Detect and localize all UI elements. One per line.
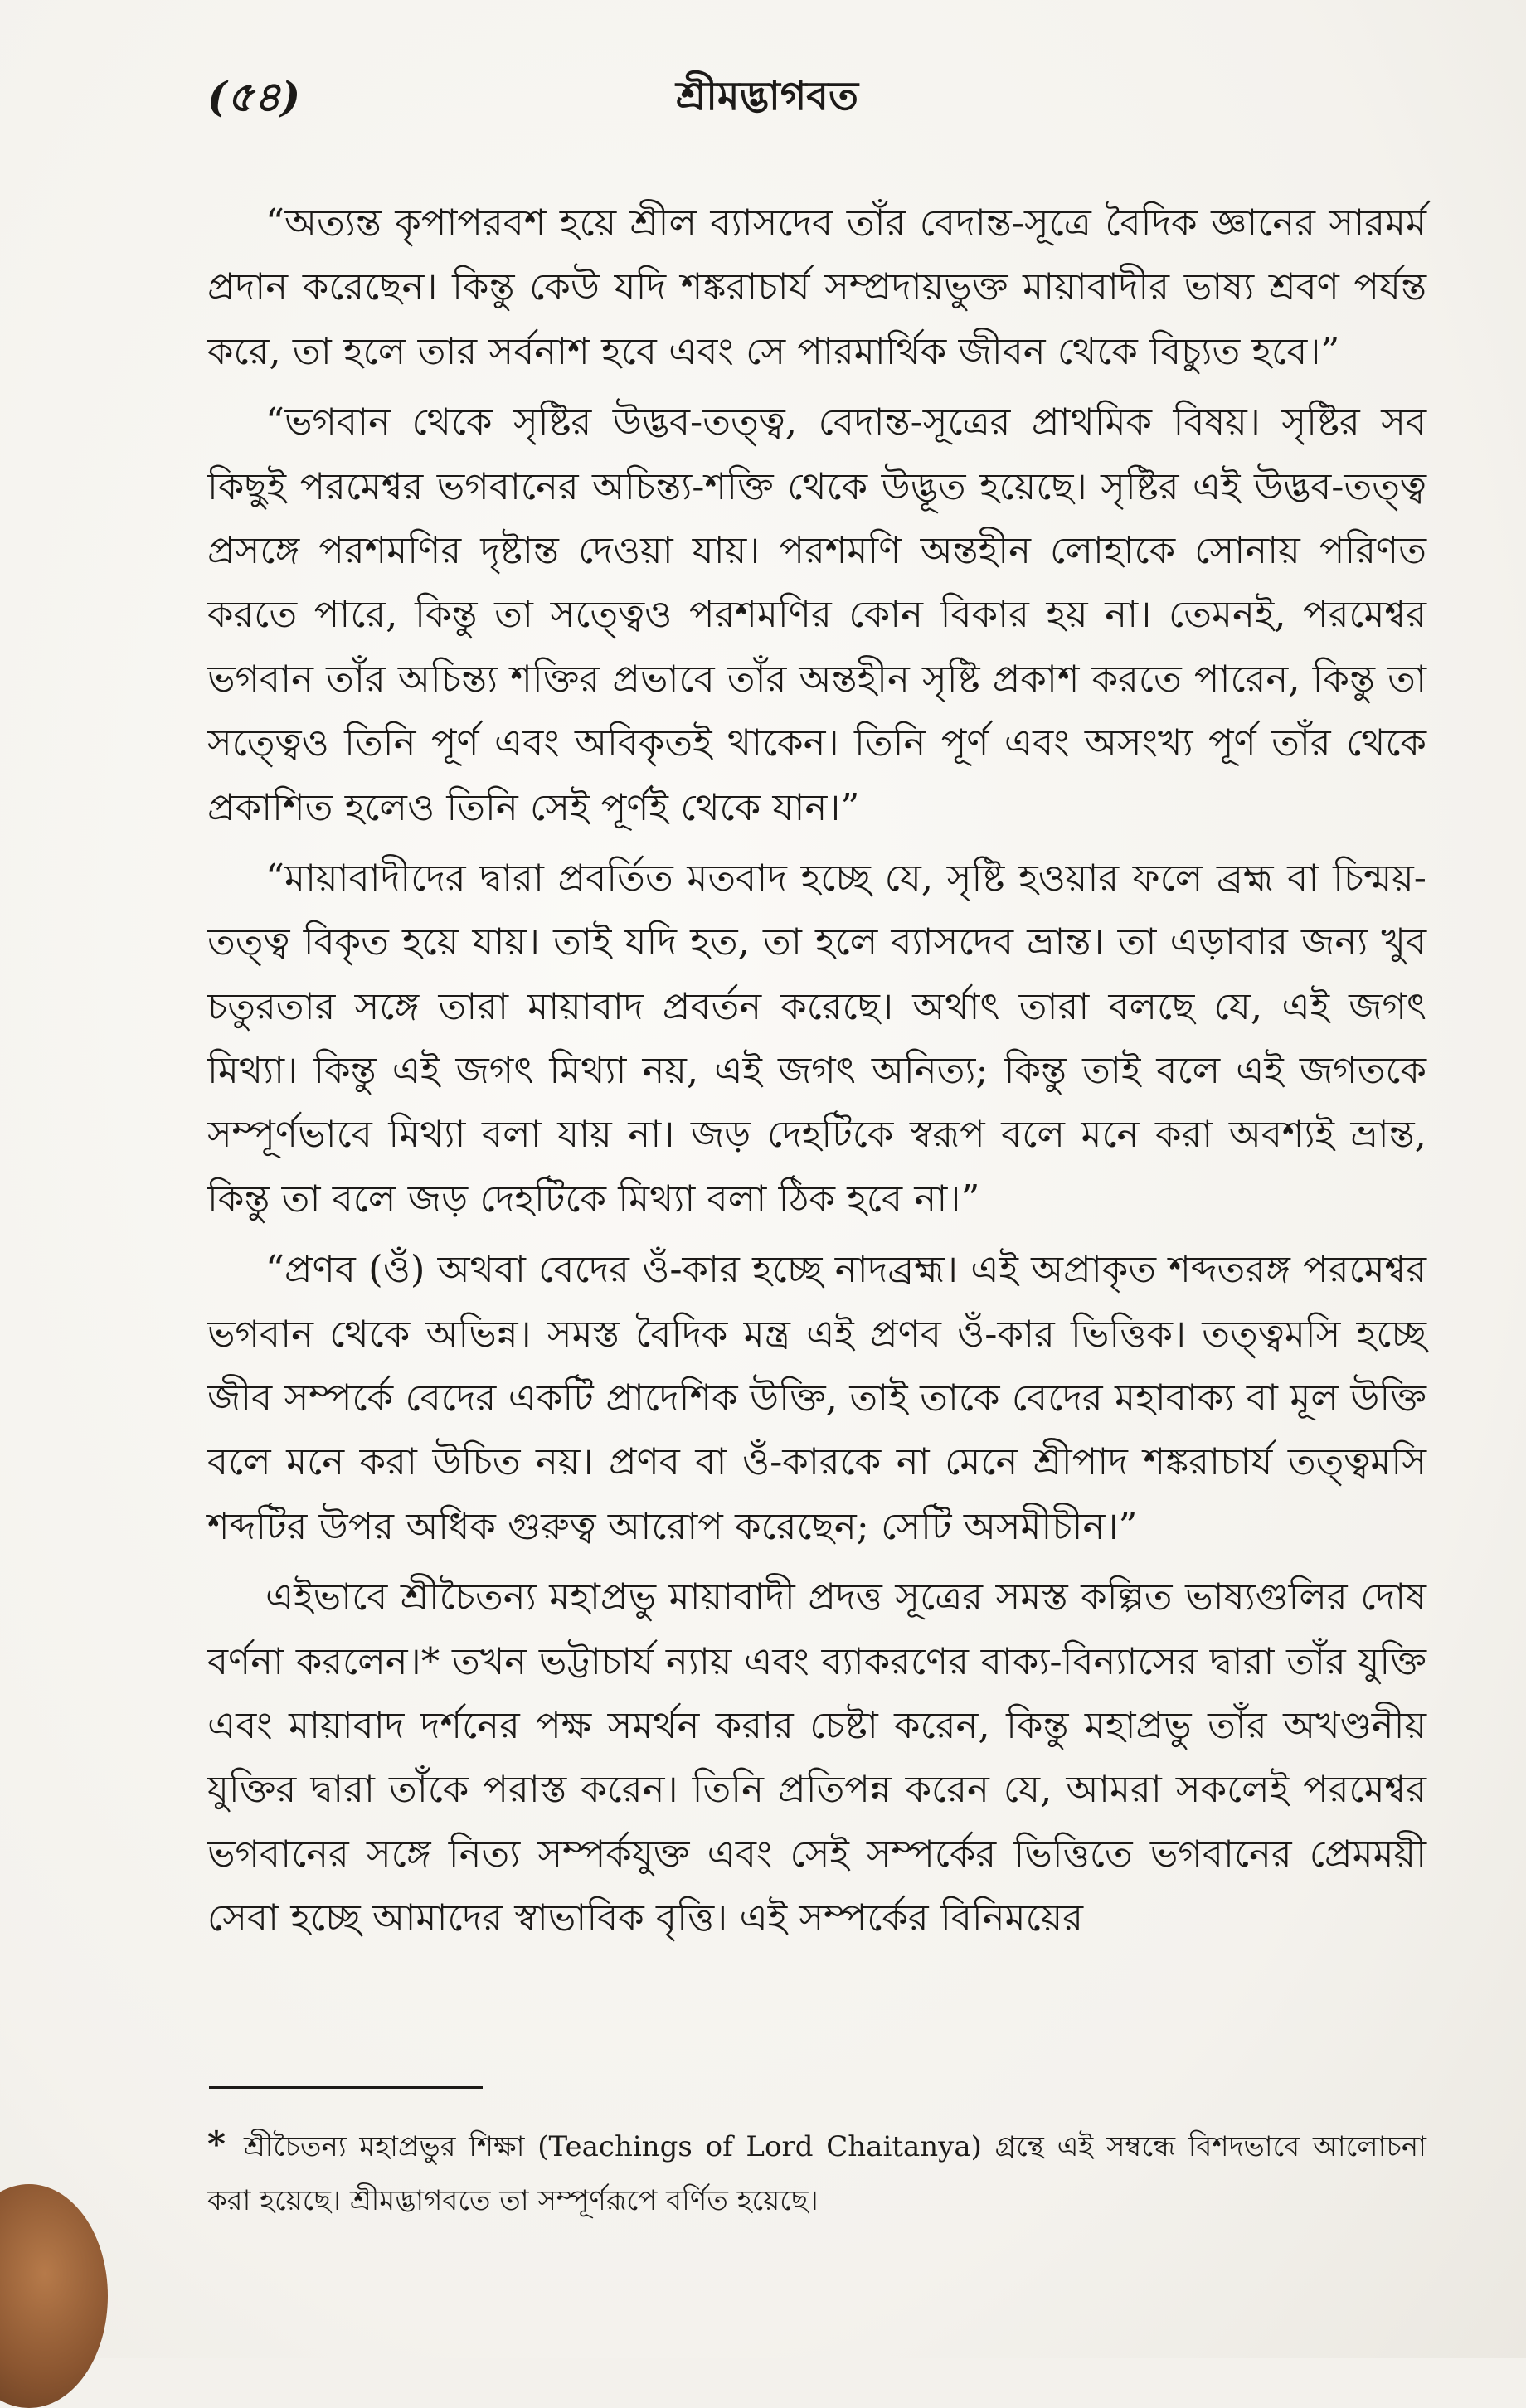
- paragraph: “ভগবান থেকে সৃষ্টির উদ্ভব-তত্ত্ব, বেদান্ত-সূত্রের প্রাথমিক বিষয়। সৃষ্টির সব কিছুই পরমেশ্বর ভগবানের অচিন্ত্য-শক্তি থেকে উদ্ভূত হয়েছে। সৃষ্টির এই উদ্ভব-তত্ত্ব প্রসঙ্গে পরশমণির দৃষ্টান্ত দেওয়া যায়। পরশমণি অন্তহীন লোহাকে সোনায় পরিণত করতে পারে, কিন্তু তা সত্ত্বেও পরশমণির কোন বিকার হয় না। তেমনই, পরমেশ্বর ভগবান তাঁর অচিন্ত্য শক্তির প্রভাবে তাঁর অন্তহীন সৃষ্টি প্রকাশ করতে পারেন, কিন্তু তা সত্ত্বেও তিনি পূর্ণ এবং অবিকৃতই থাকেন। তিনি পূর্ণ এবং অসংখ্য পূর্ণ তাঁর থেকে প্রকাশিত হলেও তিনি সেই পূর্ণই থেকে যান।”: [207, 400, 1426, 829]
- thumb-photo-artifact: [0, 2184, 108, 2408]
- running-title: শ্রীমদ্ভাগবত: [675, 73, 859, 119]
- footnote-divider: [209, 2086, 483, 2089]
- paragraph: এইভাবে শ্রীচৈতন্য মহাপ্রভু মায়াবাদী প্রদত্ত সূত্রের সমস্ত কল্পিত ভাষ্যগুলির দোষ বর্ণনা করলেন।* তখন ভট্টাচার্য ন্যায় এবং ব্যাকরণের বাক্য-বিন্যাসের দ্বারা তাঁর যুক্তি এবং মায়াবাদ দর্শনের পক্ষ সমর্থন করার চেষ্টা করেন, কিন্তু মহাপ্রভু তাঁর অখণ্ডনীয় যুক্তির দ্বারা তাঁকে পরাস্ত করেন। তিনি প্রতিপন্ন করেন যে, আমরা সকলেই পরমেশ্বর ভগবানের সঙ্গে নিত্য সম্পর্কযুক্ত এবং সেই সম্পর্কের ভিত্তিতে ভগবানের প্রেমময়ী সেবা হচ্ছে আমাদের স্বাভাবিক বৃত্তি। এই সম্পর্কের বিনিময়ের: [207, 1575, 1426, 1940]
- paragraph: “মায়াবাদীদের দ্বারা প্রবর্তিত মতবাদ হচ্ছে যে, সৃষ্টি হওয়ার ফলে ব্রহ্ম বা চিন্ময়-তত্ত্ব বিকৃত হয়ে যায়। তাই যদি হত, তা হলে ব্যাসদেব ভ্রান্ত। তা এড়াবার জন্য খুব চতুরতার সঙ্গে তারা মায়াবাদ প্রবর্তন করেছে। অর্থাৎ তারা বলছে যে, এই জগৎ মিথ্যা। কিন্তু এই জগৎ মিথ্যা নয়, এই জগৎ অনিত্য; কিন্তু তাই বলে এই জগতকে সম্পূর্ণভাবে মিথ্যা বলা যায় না। জড় দেহটিকে স্বরূপ বলে মনে করা অবশ্যই ভ্রান্ত, কিন্তু তা বলে জড় দেহটিকে মিথ্যা বলা ঠিক হবে না।”: [207, 855, 1426, 1221]
- footnote-text: শ্রীচৈতন্য মহাপ্রভুর শিক্ষা (Teachings of Lord Chaitanya) গ্রন্থে এই সম্বন্ধে বিশদভাবে আলোচনা করা হয়েছে। শ্রীমদ্ভাগবতে তা সম্পূর্ণরূপে বর্ণিত হয়েছে।: [207, 2130, 1426, 2217]
- paragraph: “প্রণব (ওঁ) অথবা বেদের ওঁ-কার হচ্ছে নাদব্রহ্ম। এই অপ্রাকৃত শব্দতরঙ্গ পরমেশ্বর ভগবান থেকে অভিন্ন। সমস্ত বৈদিক মন্ত্র এই প্রণব ওঁ-কার ভিত্তিক। তত্ত্বমসি হচ্ছে জীব সম্পর্কে বেদের একটি প্রাদেশিক উক্তি, তাই তাকে বেদের মহাবাক্য বা মূল উক্তি বলে মনে করা উচিত নয়। প্রণব বা ওঁ-কারকে না মেনে শ্রীপাদ শঙ্করাচার্য তত্ত্বমসি শব্দটির উপর অধিক গুরুত্ব আরোপ করেছেন; সেটি অসমীচীন।”: [207, 1247, 1426, 1548]
- footnote-marker: *: [207, 2124, 226, 2164]
- paragraph: “অত্যন্ত কৃপাপরবশ হয়ে শ্রীল ব্যাসদেব তাঁর বেদান্ত-সূত্রে বৈদিক জ্ঞানের সারমর্ম প্রদান করেছেন। কিন্তু কেউ যদি শঙ্করাচার্য সম্প্রদায়ভুক্ত মায়াবাদীর ভাষ্য শ্রবণ পর্যন্ত করে, তা হলে তার সর্বনাশ হবে এবং সে পারমার্থিক জীবন থেকে বিচ্যুত হবে।”: [207, 201, 1426, 373]
- page-header: [207, 66, 1327, 141]
- body-text: [207, 191, 1426, 1957]
- footnote: [207, 2113, 1426, 2226]
- page-number: (৫৪): [207, 72, 301, 121]
